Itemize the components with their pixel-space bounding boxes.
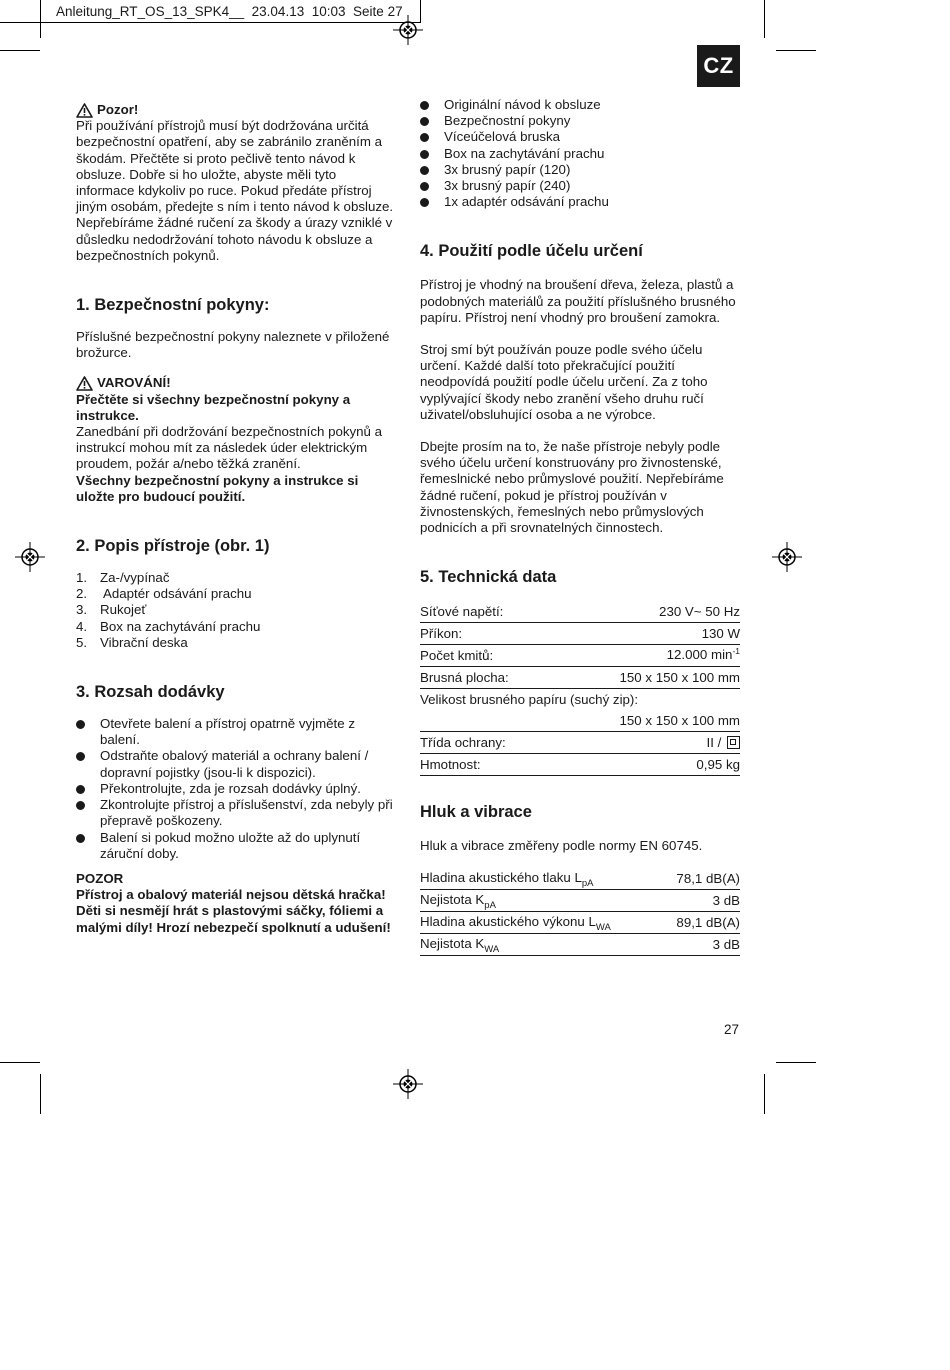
list-item: 4. Box na zachytávání prachu bbox=[76, 618, 261, 634]
delivery-contents-list bbox=[420, 97, 742, 210]
registration-mark-icon bbox=[15, 542, 45, 572]
table-row: Nejistota $K_{pA}$ 3 dB bbox=[420, 891, 740, 911]
table-row: Hmotnost: 0,95 kg bbox=[420, 754, 740, 776]
warning-text: Zanedbání při dodržování bezpečnostních pokynů a instrukcí mohou mít za následek úder elektrickým proudem, požár a/nebo těžká zranění. bbox=[76, 424, 383, 472]
registration-mark-icon bbox=[393, 15, 423, 45]
pozor-title: Pozor! bbox=[97, 102, 139, 117]
list-item: 5. Vibrační deska bbox=[76, 634, 188, 650]
noise-text: Hluk a vibrace změřeny podle normy EN 60745. bbox=[420, 838, 703, 854]
list-item: Balení si pokud možno uložte až do uplynutí záruční doby. bbox=[76, 830, 398, 862]
liability-text: Nepřebíráme žádné ručení za škody a úrazy vzniklé v důsledku nedodržování tohoto návodu k obsluze a bezpečnostních pokynů. bbox=[76, 215, 393, 263]
parts-list bbox=[76, 570, 398, 651]
tech-data-table bbox=[420, 601, 740, 776]
warning-triangle-icon bbox=[76, 103, 93, 118]
noise-title: Hluk a vibrace bbox=[420, 803, 532, 822]
section-4-p3: Dbejte prosím na to, že naše přístroje nebyly podle svého účelu určení konstruovány pro živnostenské, řemeslnické nebo průmyslové použití. Nepřebíráme žádné ručení, pokud je přístroj používán v živnostenských, řemeslných nebo průmyslových podnicích a při srovnatelných činnostech. bbox=[420, 439, 724, 536]
section-3-title: 3. Rozsah dodávky bbox=[76, 683, 225, 702]
list-item: Zkontrolujte přístroj a příslušenství, zda nebyly při přepravě poškozeny. bbox=[76, 797, 398, 829]
table-row: Třída ochrany: II / bbox=[420, 732, 740, 754]
pozor2-text: Přístroj a obalový materiál nejsou dětská hračka! Děti si nesmějí hrát s plastovými sáčky, fóliemi a malými díly! Hrozí nebezpečí spolknutí a udušení! bbox=[76, 887, 391, 935]
table-row: Brusná plocha: 150 x 150 x 100 mm bbox=[420, 667, 740, 689]
pozor2-title: POZOR bbox=[76, 870, 124, 886]
protection-class-ii-icon bbox=[727, 736, 740, 749]
print-slug bbox=[56, 4, 403, 19]
crop-mark bbox=[40, 0, 41, 38]
crop-mark bbox=[764, 0, 765, 38]
table-row: Počet kmitů: 12.000 $\min^{-1}$ bbox=[420, 645, 740, 667]
list-item: 3x brusný papír (240) bbox=[420, 178, 742, 194]
table-row: Velikost brusného papíru (suchý zip): bbox=[420, 691, 639, 707]
noise-table bbox=[420, 868, 740, 956]
list-item: Box na zachytávání prachu bbox=[420, 146, 742, 162]
table-row: Hladina akustického tlaku $L_{pA}$ 78,1 dB(A) bbox=[420, 869, 740, 889]
page-number: 27 bbox=[724, 1022, 740, 1037]
warning-bold-2: Všechny bezpečnostní pokyny a instrukce si uložte pro budoucí použití. bbox=[76, 472, 359, 504]
list-item: 3x brusný papír (120) bbox=[420, 162, 742, 178]
warning-title: VAROVÁNÍ! bbox=[97, 375, 171, 391]
warning-heading bbox=[76, 375, 398, 391]
warning-triangle-icon bbox=[76, 376, 93, 391]
list-item: Odstraňte obalový materiál a ochrany balení / dopravní pojistky (jsou-li k dispozici). bbox=[76, 748, 398, 780]
list-item: Bezpečnostní pokyny bbox=[420, 113, 742, 129]
crop-mark bbox=[0, 50, 40, 51]
section-4-title: 4. Použití podle účelu určení bbox=[420, 242, 643, 261]
registration-mark-icon bbox=[393, 1069, 423, 1099]
section-2-title: 2. Popis přístroje (obr. 1) bbox=[76, 537, 270, 556]
crop-mark bbox=[764, 1074, 765, 1114]
warning-bold-1: Přečtěte si všechny bezpečnostní pokyny a instrukce. bbox=[76, 391, 351, 423]
crop-mark bbox=[0, 1062, 40, 1063]
list-item: 1x adaptér odsávání prachu bbox=[420, 194, 742, 210]
crop-mark bbox=[776, 1062, 816, 1063]
list-item: Překontrolujte, zda je rozsah dodávky úplný. bbox=[76, 781, 398, 797]
pozor-heading bbox=[76, 102, 398, 118]
left-column bbox=[76, 102, 398, 936]
table-row: 150 x 150 x 100 mm bbox=[420, 710, 740, 732]
list-item: 3. Rukojeť bbox=[76, 602, 147, 618]
slug-date: 23.04.13 bbox=[251, 4, 305, 19]
section-4-p1: Přístroj je vhodný na broušení dřeva, železa, plastů a podobných materiálů za použití příslušného brusného papíru. Přístroj není vhodný pro broušení zamokra. bbox=[420, 277, 736, 325]
list-item: 1. Za-/vypínač bbox=[76, 570, 170, 586]
language-tag: CZ bbox=[697, 45, 740, 87]
list-item: Víceúčelová bruska bbox=[420, 129, 742, 145]
slug-page: Seite 27 bbox=[353, 4, 403, 19]
pozor-text: Při používání přístrojů musí být dodržována určitá bezpečnostní opatření, aby se zabránilo zraněním a škodám. Přečtěte si proto pečlivě tento návod k obsluze. Dobře si ho uložte, abyste měli tyto informace kdykoliv po ruce. Pokud předáte přístroj jiným osobám, předejte s ním i tento návod k obsluze. bbox=[76, 118, 394, 215]
section-1-title: 1. Bezpečnostní pokyny: bbox=[76, 296, 270, 315]
delivery-steps-list bbox=[76, 716, 398, 862]
slug-name: Anleitung_RT_OS_13_SPK4__ bbox=[56, 4, 245, 19]
right-column bbox=[420, 97, 742, 956]
list-item: Otevřete balení a přístroj opatrně vyjměte z balení. bbox=[76, 716, 398, 748]
table-row: Příkon: 130 W bbox=[420, 623, 740, 645]
registration-mark-icon bbox=[772, 542, 802, 572]
list-item: 2. Adaptér odsávání prachu bbox=[76, 586, 252, 602]
slug-time: 10:03 bbox=[311, 4, 346, 19]
table-row: Nejistota $K_{WA}$ 3 dB bbox=[420, 935, 740, 955]
section-5-title: 5. Technická data bbox=[420, 568, 557, 587]
section-1-text: Příslušné bezpečnostní pokyny naleznete v přiložené brožurce. bbox=[76, 329, 390, 361]
section-4-p2: Stroj smí být používán pouze podle svého účelu určení. Každé další toto překračující použití neodpovídá použití podle účelu určení. Za z toho vyplývající škody nebo zranění všeho druhu ručí uživatel/obsluhující osoba a ne výrobce. bbox=[420, 342, 708, 422]
crop-mark bbox=[776, 50, 816, 51]
table-row: Síťové napětí: 230 V~ 50 Hz bbox=[420, 601, 740, 623]
table-row: Hladina akustického výkonu $L_{WA}$ 89,1 dB(A) bbox=[420, 913, 740, 933]
list-item: Originální návod k obsluze bbox=[420, 97, 742, 113]
crop-mark bbox=[40, 1074, 41, 1114]
